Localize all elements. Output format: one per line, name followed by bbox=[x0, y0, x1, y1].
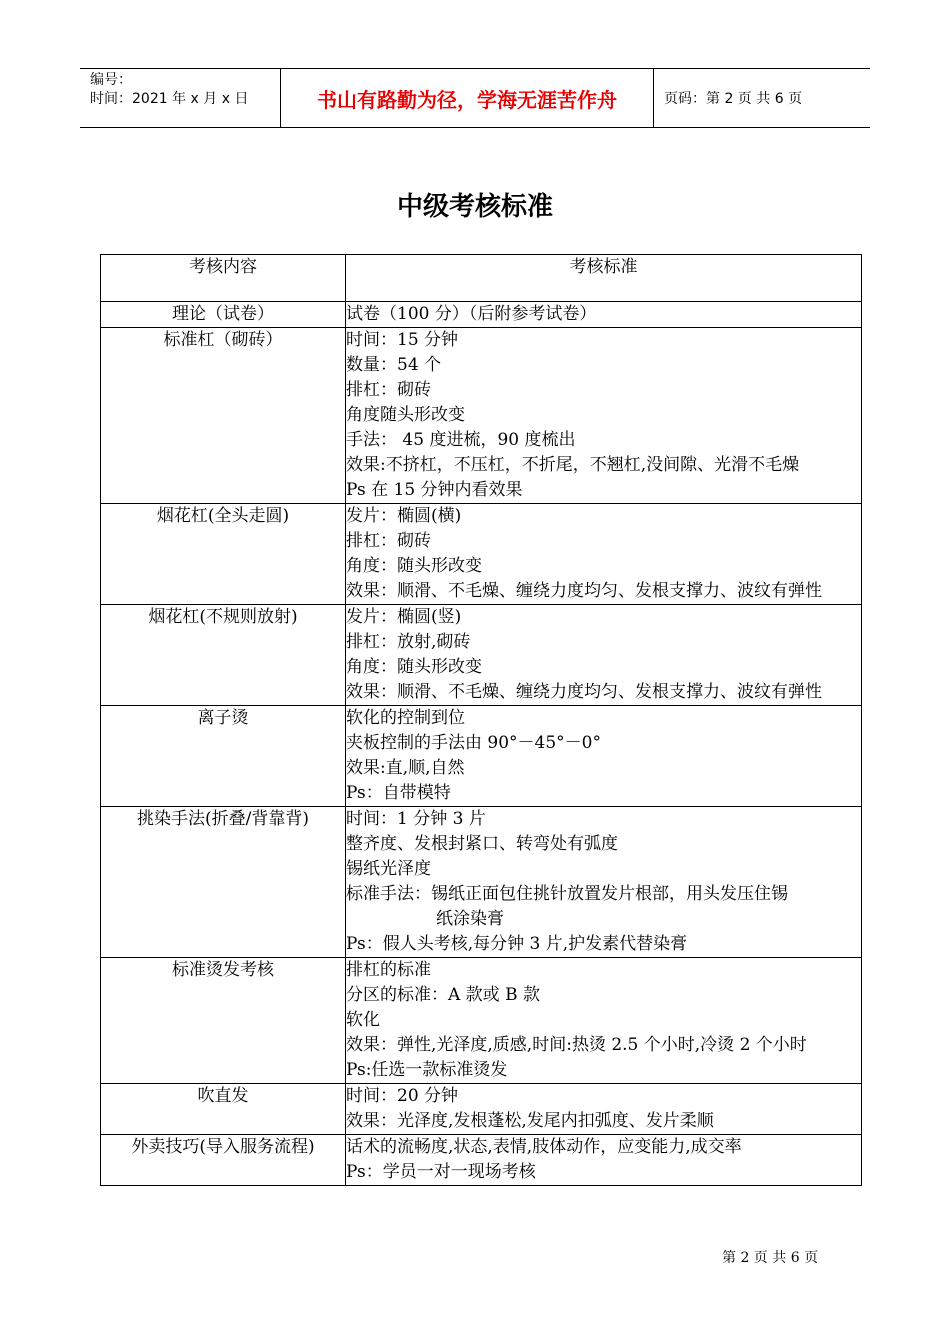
row-item: 烟花杠(不规则放射) bbox=[101, 605, 346, 706]
row-standard bbox=[346, 504, 862, 605]
standard-line: 试卷（100 分）（后附参考试卷） bbox=[346, 304, 597, 324]
row-item: 离子烫 bbox=[101, 706, 346, 807]
table-row bbox=[101, 706, 862, 807]
table-row bbox=[101, 958, 862, 1084]
standard-line: Ps:任选一款标准烫发 bbox=[346, 1060, 508, 1080]
standard-line: 软化的控制到位 bbox=[346, 708, 465, 728]
table-row bbox=[101, 302, 862, 328]
row-item: 吹直发 bbox=[101, 1084, 346, 1135]
row-standard bbox=[346, 958, 862, 1084]
standard-line: 标准手法：锡纸正面包住挑针放置发片根部，用头发压住锡 bbox=[346, 884, 788, 904]
standard-line: 排杠：砌砖 bbox=[346, 380, 431, 400]
standard-line: 效果:不挤杠，不压杠，不折尾，不翘杠,没间隙、光滑不毛燥 bbox=[346, 455, 800, 475]
standard-line: 纸涂染膏 bbox=[436, 909, 504, 929]
standard-line: 时间：1 分钟 3 片 bbox=[346, 809, 486, 829]
row-item: 挑染手法(折叠/背靠背) bbox=[101, 807, 346, 958]
standard-line: 角度随头形改变 bbox=[346, 405, 465, 425]
row-item: 外卖技巧(导入服务流程) bbox=[101, 1135, 346, 1186]
col-header-content: 考核内容 bbox=[101, 255, 346, 302]
page-title: 中级考核标准 bbox=[396, 192, 553, 222]
standard-line: Ps：自带模特 bbox=[346, 783, 451, 803]
standard-line: 排杠：放射,砌砖 bbox=[346, 632, 471, 652]
page-header bbox=[80, 68, 870, 128]
standard-line: 角度：随头形改变 bbox=[346, 657, 482, 677]
header-meta bbox=[80, 69, 281, 127]
header-page-label: 页码：第 2 页 共 6 页 bbox=[664, 91, 803, 107]
row-standard bbox=[346, 807, 862, 958]
row-item: 理论（试卷） bbox=[101, 302, 346, 328]
date-label: 时间：2021 年 x 月 x 日 bbox=[90, 91, 249, 107]
standard-line: 数量：54 个 bbox=[346, 355, 442, 375]
standard-line: 角度：随头形改变 bbox=[346, 556, 482, 576]
standard-line: 发片：椭圆(横) bbox=[346, 506, 462, 526]
standard-line: 话术的流畅度,状态,表情,肢体动作，应变能力,成交率 bbox=[346, 1137, 742, 1157]
page-footer: 第 2 页 共 6 页 bbox=[722, 1250, 819, 1266]
table-row bbox=[101, 1135, 862, 1186]
standard-line: 手法： 45 度进梳，90 度梳出 bbox=[346, 430, 576, 450]
standard-line: 时间：20 分钟 bbox=[346, 1086, 459, 1106]
table-header-row bbox=[101, 255, 862, 302]
standard-line: 效果：顺滑、不毛燥、缠绕力度均匀、发根支撑力、波纹有弹性 bbox=[346, 682, 822, 702]
col-header-standard: 考核标准 bbox=[346, 255, 862, 302]
standard-line: 发片：椭圆(竖) bbox=[346, 607, 462, 627]
standard-line: 夹板控制的手法由 90°－45°－0° bbox=[346, 733, 601, 753]
table-row bbox=[101, 605, 862, 706]
standard-line: Ps：假人头考核,每分钟 3 片,护发素代替染膏 bbox=[346, 934, 688, 954]
standards-table bbox=[100, 254, 862, 1186]
standard-line: 软化 bbox=[346, 1010, 380, 1030]
standard-line: Ps：学员一对一现场考核 bbox=[346, 1162, 536, 1182]
standard-line: 效果：顺滑、不毛燥、缠绕力度均匀、发根支撑力、波纹有弹性 bbox=[346, 581, 822, 601]
number-label: 编号： bbox=[90, 72, 132, 88]
row-standard bbox=[346, 706, 862, 807]
row-standard bbox=[346, 605, 862, 706]
standard-line: 锡纸光泽度 bbox=[346, 859, 431, 879]
table-row bbox=[101, 807, 862, 958]
table-row bbox=[101, 1084, 862, 1135]
standard-line: 整齐度、发根封紧口、转弯处有弧度 bbox=[346, 834, 618, 854]
row-item: 标准烫发考核 bbox=[101, 958, 346, 1084]
table-row bbox=[101, 504, 862, 605]
row-item: 烟花杠(全头走圆) bbox=[101, 504, 346, 605]
standard-line: 排杠的标准 bbox=[346, 960, 431, 980]
standard-line: 排杠：砌砖 bbox=[346, 531, 431, 551]
standard-line: 分区的标准：A 款或 B 款 bbox=[346, 985, 540, 1005]
row-standard bbox=[346, 1135, 862, 1186]
row-standard bbox=[346, 302, 862, 328]
row-item: 标准杠（砌砖） bbox=[101, 328, 346, 504]
header-motto: 书山有路勤为径，学海无涯苦作舟 bbox=[281, 69, 654, 127]
row-standard bbox=[346, 1084, 862, 1135]
row-standard bbox=[346, 328, 862, 504]
standard-line: 效果:直,顺,自然 bbox=[346, 758, 465, 778]
standard-line: 效果：光泽度,发根蓬松,发尾内扣弧度、发片柔顺 bbox=[346, 1111, 714, 1131]
table-row bbox=[101, 328, 862, 504]
standard-line: 时间：15 分钟 bbox=[346, 330, 459, 350]
standard-line: 效果：弹性,光泽度,质感,时间:热烫 2.5 个小时,冷烫 2 个小时 bbox=[346, 1035, 807, 1055]
standard-line: Ps 在 15 分钟内看效果 bbox=[346, 480, 523, 500]
